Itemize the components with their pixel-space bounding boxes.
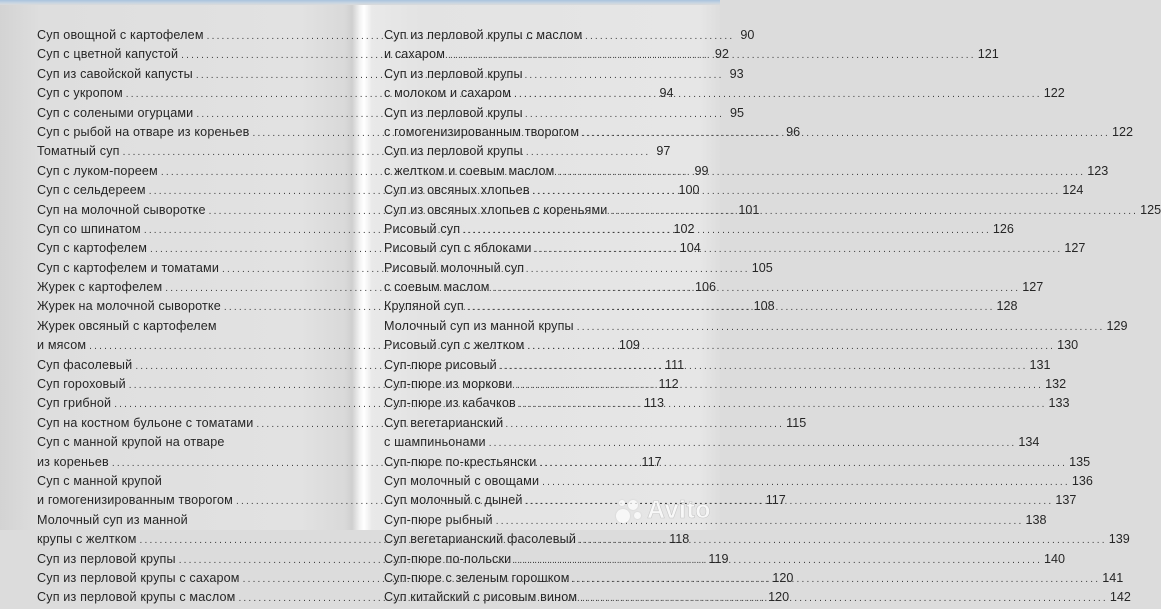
watermark-text: Avito bbox=[647, 496, 712, 524]
toc-entry-title: Журек на молочной сыворотке bbox=[37, 299, 221, 314]
toc-page-number: 139 bbox=[1108, 532, 1130, 547]
dot-leader bbox=[535, 240, 1063, 259]
toc-entry-line-with-page bbox=[384, 336, 1079, 355]
toc-page-number: 117 bbox=[641, 454, 662, 469]
toc-entry-line-with-page bbox=[384, 84, 1065, 103]
avito-watermark bbox=[614, 496, 711, 525]
dot-leader bbox=[519, 395, 1047, 414]
dot-leader bbox=[580, 589, 1108, 608]
toc-entry-title: Суп из перловой крупы bbox=[384, 144, 523, 159]
toc-entry-line bbox=[384, 259, 669, 278]
dot-leader bbox=[493, 279, 1021, 298]
toc-entry bbox=[384, 317, 1128, 336]
toc-entry-title: Суп из савойской капусты bbox=[37, 66, 193, 81]
toc-page-number: 125 bbox=[1140, 202, 1161, 217]
toc-page-number: 131 bbox=[1029, 357, 1051, 372]
toc-entry bbox=[384, 375, 1067, 394]
dot-leader bbox=[514, 551, 1042, 570]
toc-entry-title: Суп с цветной капустой bbox=[37, 47, 179, 62]
toc-entry-title: Суп на молочной сыворотке bbox=[37, 202, 206, 217]
toc-page-number: 135 bbox=[1069, 454, 1091, 469]
dot-leader bbox=[514, 85, 1042, 104]
toc-entry bbox=[384, 453, 1091, 472]
toc-page-number: 123 bbox=[1087, 163, 1109, 178]
toc-entry-title: Суп из овсяных хлопьев bbox=[384, 183, 530, 198]
dot-leader bbox=[577, 318, 1105, 337]
toc-entry-title: Суп из перловой крупы с маслом bbox=[37, 590, 236, 605]
toc-page-number: 121 bbox=[977, 47, 999, 62]
toc-entry-line-with-page bbox=[384, 317, 1128, 336]
toc-entry-title: Суп с укропом bbox=[37, 86, 123, 101]
dot-leader bbox=[448, 46, 976, 65]
toc-entry-title: Суп молочный с дыней bbox=[384, 493, 523, 508]
toc-page-number: 127 bbox=[1064, 241, 1086, 256]
toc-page-number: 122 bbox=[1111, 124, 1133, 139]
dot-leader bbox=[542, 473, 1070, 492]
dot-leader bbox=[526, 492, 1054, 511]
toc-page-number: 113 bbox=[643, 396, 664, 411]
toc-page-number: 105 bbox=[751, 260, 773, 275]
toc-page-number: 102 bbox=[673, 221, 695, 236]
toc-entry-title: крупы с желтком bbox=[37, 532, 137, 547]
toc-entry-title: и сахаром bbox=[384, 47, 446, 62]
toc-entry-title: с соевым маслом bbox=[384, 280, 490, 295]
toc-page-number: 115 bbox=[786, 415, 807, 430]
dot-leader bbox=[527, 337, 1055, 356]
dot-leader bbox=[610, 202, 1138, 221]
toc-entry-title: Молочный суп из манной bbox=[37, 512, 188, 527]
toc-page-number: 136 bbox=[1071, 473, 1093, 488]
toc-page-number: 99 bbox=[694, 163, 709, 178]
toc-entry-title: Журек овсяный с картофелем bbox=[37, 318, 217, 333]
dot-leader bbox=[496, 512, 1024, 531]
toc-entry-title: Суп фасолевый bbox=[37, 357, 133, 372]
toc-page-number: 129 bbox=[1106, 318, 1128, 333]
toc-entry-line bbox=[384, 142, 669, 161]
toc-entry-title: Суп с манной крупой bbox=[37, 473, 162, 488]
toc-entry-title: Суп молочный с овощами bbox=[384, 473, 540, 488]
toc-page-number: 111 bbox=[665, 357, 685, 372]
toc-page-number: 112 bbox=[658, 377, 679, 392]
toc-entry-title: Суп с манной крупой на отваре bbox=[37, 435, 225, 450]
toc-page-number: 120 bbox=[768, 590, 790, 605]
toc-page-number: 118 bbox=[669, 532, 690, 547]
avito-dots-icon bbox=[614, 497, 646, 525]
toc-entry-title: с молоком и сахаром bbox=[384, 86, 511, 101]
toc-entry-title: Суп из перловой крупы bbox=[384, 105, 523, 120]
toc-entry-title: Суп из перловой крупы с маслом bbox=[384, 28, 583, 42]
toc-entry-title: Суп из перловой крупы с сахаром bbox=[37, 570, 240, 585]
toc-entry-title: и мясом bbox=[37, 338, 87, 353]
toc-entry-title: Суп китайский с рисовым вином bbox=[384, 590, 578, 605]
toc-entry-title: Суп-пюре рисовый bbox=[384, 357, 497, 372]
toc-page-number: 132 bbox=[1045, 377, 1067, 392]
toc-page-number: 119 bbox=[708, 551, 729, 566]
toc-entry-title: Суп из овсяных хлопьев с кореньями bbox=[384, 202, 608, 217]
toc-page-number: 97 bbox=[656, 144, 671, 159]
dot-leader bbox=[489, 434, 1017, 453]
toc-entry-title: Суп-пюре из моркови bbox=[384, 377, 513, 392]
dot-leader bbox=[573, 570, 1101, 589]
toc-page-number: 124 bbox=[1062, 183, 1084, 198]
toc-page-number: 140 bbox=[1044, 551, 1066, 566]
toc-page-number: 100 bbox=[678, 183, 700, 198]
toc-page-number: 122 bbox=[1043, 86, 1065, 101]
toc-entry-title: и гомогенизированным творогом bbox=[37, 493, 233, 508]
scan-top-edge bbox=[0, 0, 720, 5]
toc-page-number: 95 bbox=[730, 105, 745, 120]
toc-entry-line bbox=[37, 511, 319, 530]
toc-entry-title: Журек с картофелем bbox=[37, 280, 163, 295]
toc-entry-title: Суп вегетарианский фасолевый bbox=[384, 532, 577, 547]
toc-entry-line bbox=[384, 414, 669, 433]
toc-page-number: 137 bbox=[1055, 493, 1077, 508]
toc-entry-title: Суп с солеными огурцами bbox=[37, 105, 194, 120]
toc-entry-title: Суп грибной bbox=[37, 396, 112, 411]
toc-page-number: 106 bbox=[694, 280, 716, 295]
toc-entry bbox=[384, 336, 1079, 355]
toc-entry-title: Суп гороховый bbox=[37, 377, 126, 392]
toc-entry-title: Суп с картофелем bbox=[37, 241, 148, 256]
dot-leader bbox=[515, 376, 1043, 395]
dot-leader bbox=[500, 357, 1028, 376]
toc-entry-title: Суп с картофелем и томатами bbox=[37, 260, 220, 275]
toc-page-number: 94 bbox=[659, 86, 674, 101]
toc-page-number: 126 bbox=[992, 221, 1014, 236]
dot-leader bbox=[557, 163, 1085, 182]
toc-page-number: 134 bbox=[1018, 435, 1040, 450]
toc-entry-title: Суп с сельдереем bbox=[37, 183, 146, 198]
toc-page-number: 90 bbox=[740, 28, 755, 42]
toc-entry-title: Рисовый молочный суп bbox=[384, 260, 525, 275]
toc-page-number: 109 bbox=[618, 338, 640, 353]
toc-page-number: 108 bbox=[753, 299, 775, 314]
toc-entry-line bbox=[37, 472, 319, 491]
toc-entry-title: Рисовый суп с желтком bbox=[384, 338, 525, 353]
toc-page-number: 92 bbox=[714, 47, 729, 62]
toc-entry-title: Суп вегетарианский bbox=[384, 415, 504, 430]
toc-page-number: 93 bbox=[729, 66, 744, 81]
dot-leader bbox=[539, 454, 1067, 473]
toc-entry-title: Молочный суп из манной крупы bbox=[384, 318, 574, 333]
toc-entry-line-with-page bbox=[384, 453, 1091, 472]
toc-entry-title: Суп-пюре по-крестьянски bbox=[384, 454, 537, 469]
toc-page-number: 128 bbox=[996, 299, 1018, 314]
toc-entry bbox=[384, 394, 1070, 413]
toc-entry-title: Томатный суп bbox=[37, 144, 120, 159]
toc-entry-line bbox=[384, 104, 669, 123]
toc-entry-line bbox=[37, 317, 319, 336]
toc-entry-line-with-page bbox=[384, 472, 1093, 491]
toc-page-number: 120 bbox=[772, 570, 794, 585]
toc-entry-title: с шампиньонами bbox=[384, 435, 486, 450]
toc-page-number: 142 bbox=[1109, 590, 1131, 605]
toc-entry-title: Суп овощной с картофелем bbox=[37, 28, 204, 42]
toc-page-number: 96 bbox=[786, 124, 801, 139]
toc-entry-title: Рисовый суп с яблоками bbox=[384, 241, 532, 256]
toc-entry-title: Суп с луком-пореем bbox=[37, 163, 158, 178]
toc-entry-title: Суп-пюре с зеленым горошком bbox=[384, 570, 570, 585]
toc-page-number: 138 bbox=[1025, 512, 1047, 527]
toc-entry-title: Суп из перловой крупы bbox=[37, 551, 176, 566]
toc-entry-title: Рисовый суп bbox=[384, 221, 461, 236]
toc-page-number: 127 bbox=[1022, 280, 1044, 295]
toc-page-number: 117 bbox=[765, 493, 786, 508]
toc-page-number: 101 bbox=[738, 202, 760, 217]
toc-page-number: 141 bbox=[1102, 570, 1124, 585]
toc-entry-line bbox=[384, 65, 669, 84]
toc-entry-title: Суп с рыбой на отваре из кореньев bbox=[37, 124, 250, 139]
toc-entry-line-with-page bbox=[384, 433, 1040, 452]
toc-entry-title: Суп на костном бульоне с томатами bbox=[37, 415, 254, 430]
dot-leader bbox=[533, 182, 1061, 201]
toc-entry-title: с гомогенизированным творогом bbox=[384, 124, 580, 139]
dot-leader bbox=[463, 221, 991, 240]
toc-entry-title: Суп-пюре рыбный bbox=[384, 512, 493, 527]
toc-entry-title: Суп-пюре по-польски bbox=[384, 551, 512, 566]
toc-page-number: 133 bbox=[1048, 396, 1070, 411]
toc-entry-title: Суп-пюре из кабачков bbox=[384, 396, 516, 411]
toc-entry-title: Суп из перловой крупы bbox=[384, 66, 523, 81]
toc-entry-line bbox=[384, 26, 669, 45]
toc-entry-title: Суп со шпинатом bbox=[37, 221, 141, 236]
toc-entry-title: с желтком и соевым маслом bbox=[384, 163, 555, 178]
dot-leader bbox=[579, 531, 1107, 550]
dot-leader bbox=[582, 124, 1110, 143]
toc-page-number: 104 bbox=[679, 241, 701, 256]
toc-entry bbox=[384, 472, 1093, 491]
toc-entry-line bbox=[37, 433, 319, 452]
toc-entry-title: Крупяной суп bbox=[384, 299, 464, 314]
toc-entry-line-with-page bbox=[384, 375, 1067, 394]
toc-entry-title: из кореньев bbox=[37, 454, 109, 469]
toc-entry-line-with-page bbox=[384, 394, 1070, 413]
toc-page-number: 130 bbox=[1057, 338, 1079, 353]
dot-leader bbox=[467, 298, 995, 317]
